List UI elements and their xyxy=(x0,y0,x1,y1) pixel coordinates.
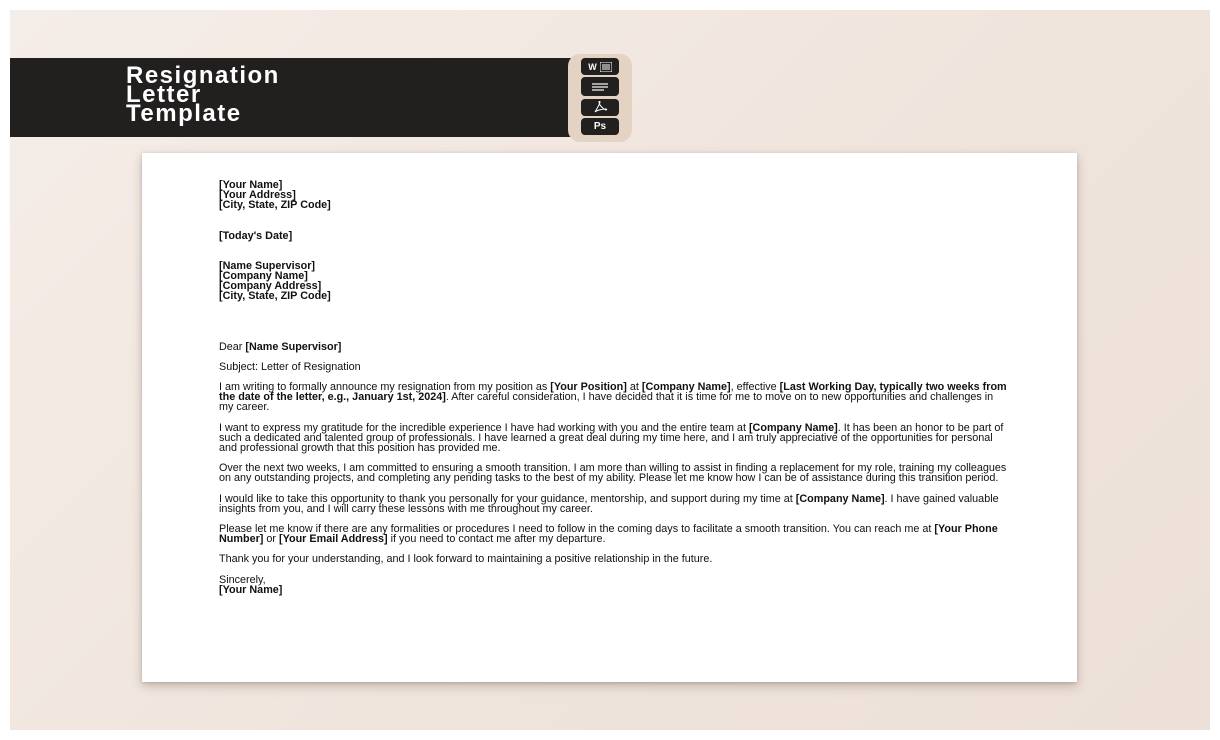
paragraph-1 xyxy=(219,382,1009,413)
p1-position: [Your Position] xyxy=(550,381,627,394)
closing: Sincerely, xyxy=(219,573,266,586)
pdf-format-icon[interactable] xyxy=(581,99,619,116)
p2-text: . It has been an honor to be part of such a dedicated and talented group of professionals. I have learned a great deal during my time here, and I am truly appreciative of the opportunities for personal and professional growth that this position has provided me. xyxy=(219,421,1004,455)
google-docs-format-icon[interactable] xyxy=(581,77,619,96)
recipient-line: [City, State, ZIP Code] xyxy=(219,290,331,303)
p1-text: at xyxy=(626,381,642,394)
p1-company: [Company Name] xyxy=(641,381,731,394)
sender-line: [Your Address] xyxy=(219,189,296,202)
p5-phone: [Your Phone Number] xyxy=(219,523,998,546)
p4-text: I would like to take this opportunity to thank you personally for your guidance, mentorship, and support during my time at xyxy=(219,492,796,505)
sender-line: [City, State, ZIP Code] xyxy=(219,199,331,212)
photoshop-format-icon[interactable] xyxy=(581,118,619,135)
p1-text: I am writing to formally announce my resignation from my position as xyxy=(219,381,551,394)
signature-name: [Your Name] xyxy=(219,583,283,596)
letter-date: [Today's Date] xyxy=(219,229,293,242)
letter-body xyxy=(219,180,1009,595)
p1-text: . After careful consideration, I have decided that it is time for me to move on to new opportunities and challenges in my career. xyxy=(219,391,994,414)
banner-title-line: Letter xyxy=(126,81,202,108)
paragraph-3: Over the next two weeks, I am committed to ensuring a smooth transition. I am more than willing to assist in finding a replacement for my role, training my colleagues on any outstanding projects, and completing any pending tasks to the best of my ability. Please let me know how I can be of assistance during this transition period. xyxy=(219,462,1007,485)
p5-email: [Your Email Address] xyxy=(279,533,388,546)
paragraph-2 xyxy=(219,423,1009,454)
banner-title-line: Resignation xyxy=(126,62,280,89)
recipient-line: [Name Supervisor] xyxy=(219,259,316,272)
banner-title xyxy=(126,62,546,127)
salutation-prefix: Dear xyxy=(219,340,246,353)
sender-address-block xyxy=(219,180,1009,211)
p5-text: if you need to contact me after my departure. xyxy=(387,533,606,546)
signature xyxy=(219,585,1009,595)
word-doc-lines-icon xyxy=(600,62,612,72)
paragraph-4 xyxy=(219,494,1009,514)
p2-company: [Company Name] xyxy=(748,421,838,434)
salutation-name: [Name Supervisor] xyxy=(245,340,342,353)
subject-line: Subject: Letter of Resignation xyxy=(219,360,361,373)
p4-text: . I have gained valuable insights from you, and I will carry these lessons with me throughout my career. xyxy=(219,492,999,515)
p2-text: I want to express my gratitude for the incredible experience I have had working with you and the entire team at xyxy=(219,421,749,434)
salutation xyxy=(219,342,1009,352)
recipient-line: [Company Address] xyxy=(219,280,322,293)
date-block xyxy=(219,231,1009,241)
word-icon-label: W xyxy=(588,61,597,72)
sender-line: [Your Name] xyxy=(219,179,283,191)
docs-lines-icon xyxy=(591,81,609,93)
p5-text: Please let me know if there are any formalities or procedures I need to follow in the coming days to facilitate a smooth transition. You can reach me at xyxy=(219,523,935,536)
photoshop-icon-label: Ps xyxy=(593,121,607,132)
p1-text: , effective xyxy=(730,381,780,394)
p5-text: or xyxy=(263,533,279,546)
banner-title-line: Template xyxy=(126,100,242,127)
recipient-address-block xyxy=(219,261,1009,302)
paragraph-5 xyxy=(219,524,1009,544)
word-format-icon[interactable] xyxy=(581,58,619,75)
p4-company: [Company Name] xyxy=(795,492,885,505)
acrobat-icon xyxy=(592,101,608,114)
p1-last-day: [Last Working Day, typically two weeks from the date of the letter, e.g., January 1st, 2024] xyxy=(219,381,1007,404)
recipient-line: [Company Name] xyxy=(219,270,308,283)
paragraph-6: Thank you for your understanding, and I look forward to maintaining a positive relationship in the future. xyxy=(219,553,713,566)
